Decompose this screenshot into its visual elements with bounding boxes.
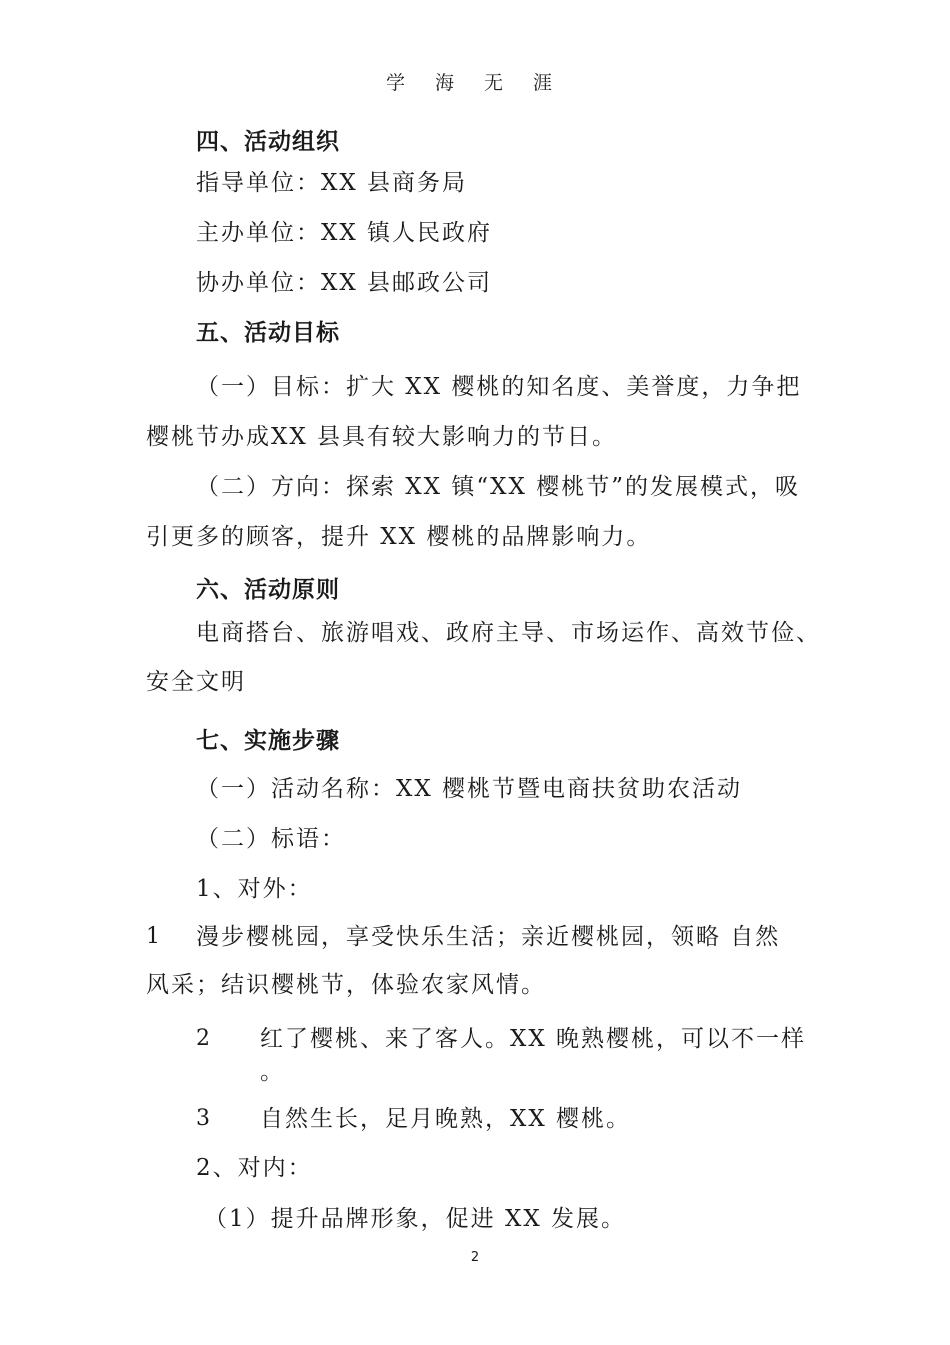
slogan-title: （二）标语： [196, 826, 346, 852]
principles-line-2: 安全文明 [146, 669, 246, 695]
guide-unit: 指导单位：XX 县商务局 [196, 170, 468, 196]
host-unit: 主办单位：XX 镇人民政府 [196, 220, 493, 246]
page-header: 学 海 无 涯 [385, 72, 565, 94]
principles-line-1: 电商搭台、旅游唱戏、政府主导、市场运作、高效节俭、 [196, 620, 821, 646]
internal-title: 2、对内： [196, 1155, 313, 1181]
goal-item-2-line-1: （二）方向：探索 XX 镇“XX 樱桃节”的发展模式，吸 [196, 474, 800, 500]
slogan-number: 1 [146, 924, 160, 949]
activity-name: （一）活动名称：XX 樱桃节暨电商扶贫助农活动 [196, 776, 743, 802]
internal-item-1: （1）提升品牌形象，促进 XX 发展。 [204, 1206, 627, 1232]
slogan-1-line-1: 漫步樱桃园，享受快乐生活；亲近樱桃园，领略 自然 [196, 924, 781, 950]
slogan-number: 3 [196, 1106, 210, 1131]
section-heading-principles: 六、活动原则 [196, 577, 340, 603]
goal-item-1-line-2: 樱桃节办成XX 县具有较大影响力的节日。 [146, 424, 618, 450]
section-heading-steps: 七、实施步骤 [196, 728, 340, 754]
slogan-2-line-2: 。 [260, 1059, 285, 1085]
section-heading-organization: 四、活动组织 [196, 129, 340, 155]
slogan-3-line-1: 自然生长，足月晚熟，XX 樱桃。 [260, 1106, 632, 1132]
slogan-1-line-2: 风采；结识樱桃节，体验农家风情。 [146, 972, 546, 998]
section-heading-goals: 五、活动目标 [196, 320, 340, 346]
goal-item-1-line-1: （一）目标：扩大 XX 樱桃的知名度、美誉度，力争把 [196, 374, 802, 400]
external-title: 1、对外： [196, 876, 313, 902]
goal-item-2-line-2: 引更多的顾客，提升 XX 樱桃的品牌影响力。 [146, 524, 652, 550]
slogan-number: 2 [196, 1026, 210, 1051]
co-host-unit: 协办单位：XX 县邮政公司 [196, 270, 493, 296]
page-number: 2 [470, 1250, 480, 1265]
slogan-2-line-1: 红了樱桃、来了客人。XX 晚熟樱桃，可以不一样 [260, 1026, 807, 1052]
